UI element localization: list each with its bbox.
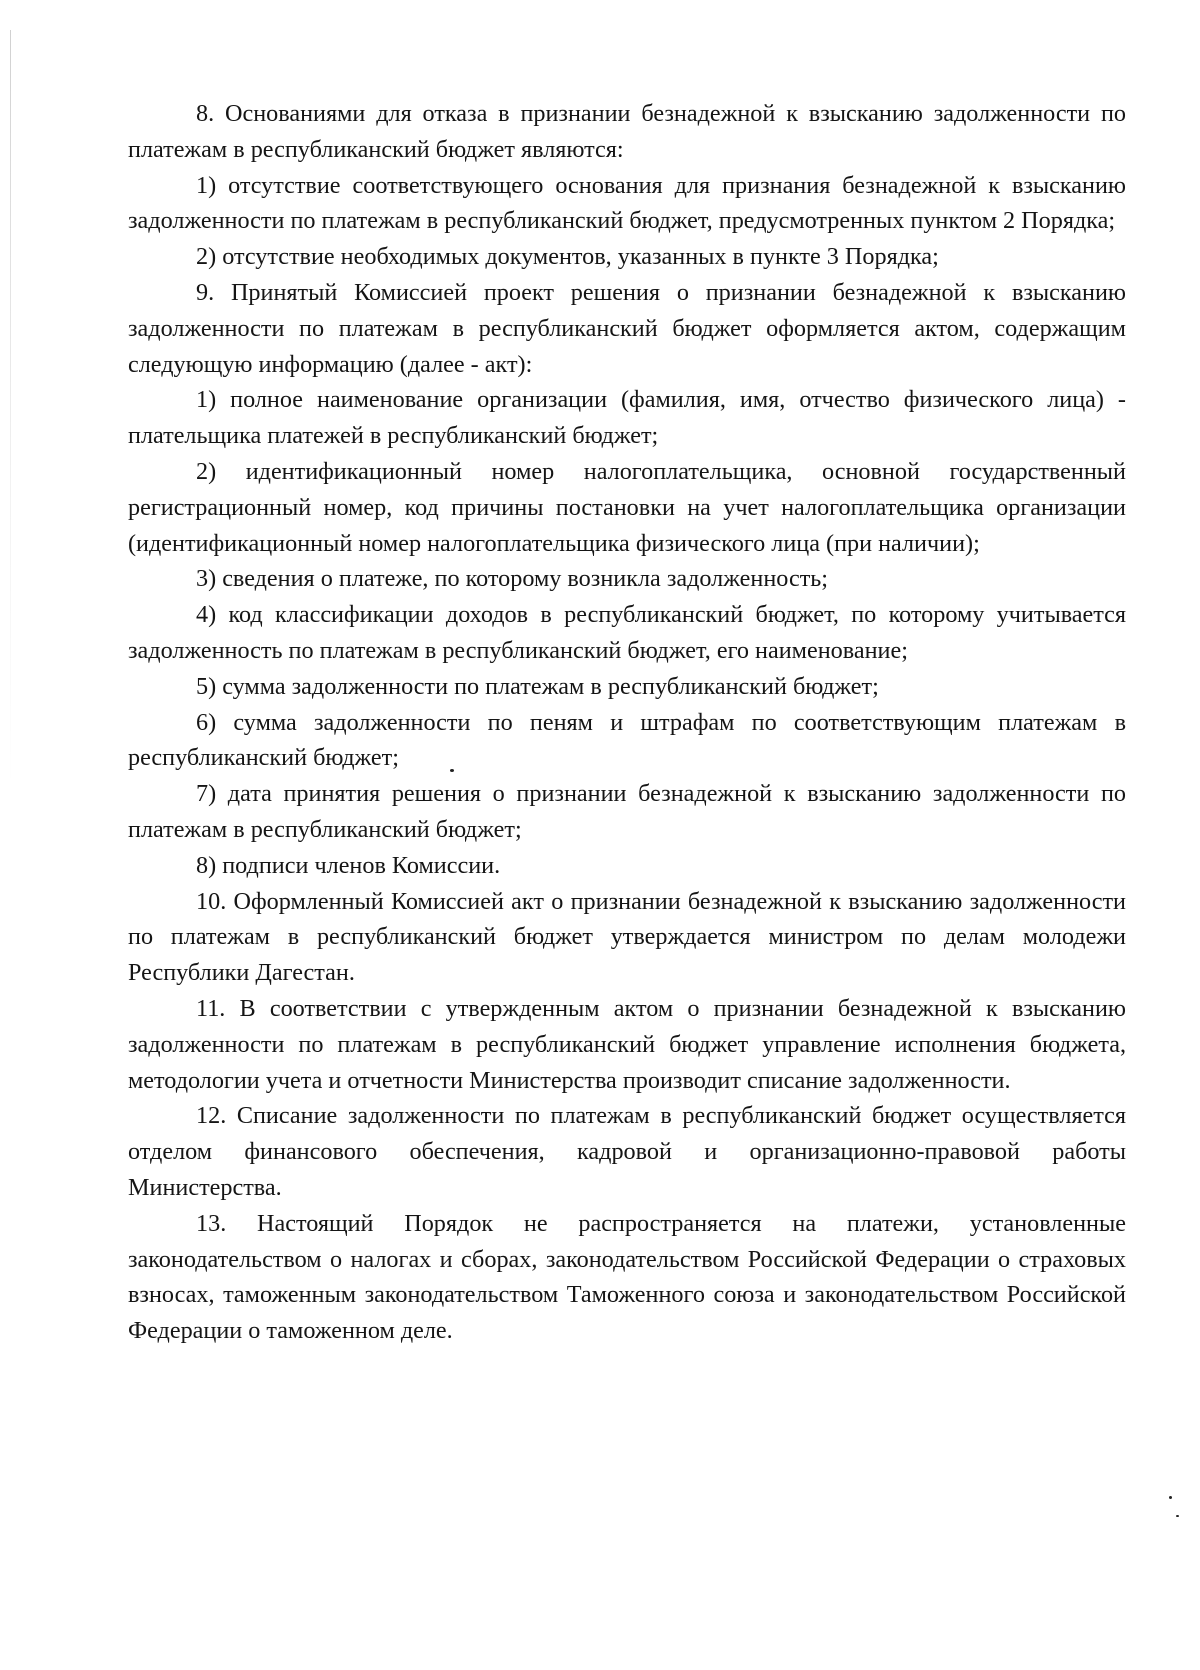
paragraph-10-approval: 10. Оформленный Комиссией акт о признании безнадежной к взысканию задолженности по платежам в республиканский бюджет утверждается министром по делам молодежи Республики Дагестан. xyxy=(128,887,1126,987)
scan-speck xyxy=(450,769,454,772)
scan-speck xyxy=(1176,1515,1179,1517)
list-item-9-6: 6) сумма задолженности по пеням и штрафам по соответствующим платежам в республиканский бюджет; xyxy=(128,708,1126,772)
list-item-8-1: 1) отсутствие соответствующего основания для признания безнадежной к взысканию задолженности по платежам в республиканский бюджет, предусмотренных пунктом 2 Порядка; xyxy=(128,171,1126,235)
list-item-9-5: 5) сумма задолженности по платежам в республиканский бюджет; xyxy=(196,672,879,700)
list-item-9-1: 1) полное наименование организации (фамилия, имя, отчество физического лица) - плательщика платежей в республиканский бюджет; xyxy=(128,386,1126,450)
list-item-9-8: 8) подписи членов Комиссии. xyxy=(196,851,501,879)
list-item-9-2: 2) идентификационный номер налогоплательщика, основной государственный регистрационный номер, код причины постановки на учет налогоплательщика организации (идентификационный номер налогоплательщика физического лица (при наличии); xyxy=(128,457,1126,557)
paragraph-9-act: 9. Принятый Комиссией проект решения о признании безнадежной к взысканию задолженности по платежам в республиканский бюджет оформляется актом, содержащим следующую информацию (далее - акт): xyxy=(128,278,1126,378)
scan-edge-line xyxy=(10,30,11,790)
paragraph-8-refusal-grounds: 8. Основаниями для отказа в признании безнадежной к взысканию задолженности по платежам в республиканский бюджет являются: xyxy=(128,100,1126,163)
scan-speck xyxy=(1169,1496,1172,1499)
paragraph-12-department: 12. Списание задолженности по платежам в республиканский бюджет осуществляется отделом финансового обеспечения, кадровой и организационно-правовой работы Министерства. xyxy=(128,1102,1126,1201)
list-item-9-3: 3) сведения о платеже, по которому возникла задолженность; xyxy=(196,565,829,593)
paragraph-11-write-off: 11. В соответствии с утвержденным актом о признании безнадежной к взысканию задолженности по платежам в республиканский бюджет управление исполнения бюджета, методологии учета и отчетности Министерства производит списание задолженности. xyxy=(128,994,1126,1094)
paragraph-13-scope: 13. Настоящий Порядок не распространяется на платежи, установленные законодательством о налогах и сборах, законодательством Российской Федерации о страховых взносах, таможенным законодательством Таможенного союза и законодательством Российской Федерации о таможенном деле. xyxy=(128,1209,1126,1345)
list-item-8-2: 2) отсутствие необходимых документов, указанных в пункте 3 Порядка; xyxy=(196,243,939,271)
list-item-9-4: 4) код классификации доходов в республиканский бюджет, по которому учитывается задолженность по платежам в республиканский бюджет, его наименование; xyxy=(128,601,1126,664)
list-item-9-7: 7) дата принятия решения о признании безнадежной к взысканию задолженности по платежам в республиканский бюджет; xyxy=(128,780,1126,843)
document-body xyxy=(128,96,1126,1349)
